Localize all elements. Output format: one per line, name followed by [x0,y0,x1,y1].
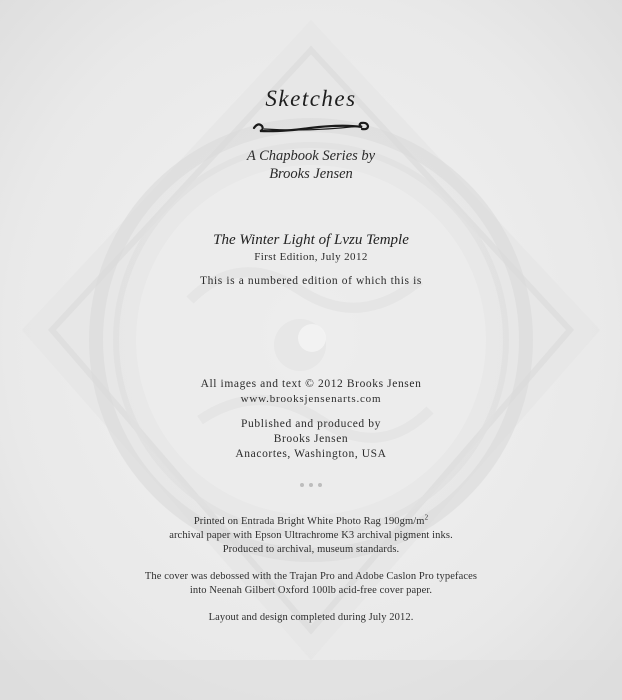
ornament-icon [297,481,325,489]
publisher-line-1: Published and produced by [241,418,381,430]
colophon-cover-line-2: into Neenah Gilbert Oxford 100lb acid-free cover paper. [189,585,433,596]
colophon-standards-line: Produced to archival, museum standards. [222,544,400,555]
edition-info: First Edition, July 2012 [254,251,368,263]
colophon-layout-line: Layout and design completed during July 2012. [208,612,414,623]
publisher-name: Brooks Jensen [273,433,349,445]
work-title: The Winter Light of Lvzu Temple [213,232,409,248]
copyright-notice: All images and text © 2012 Brooks Jensen [200,378,422,390]
swash-divider-icon [250,118,372,138]
colophon-paper-line [0,513,622,527]
website-text: www.brooksjensenarts.com [240,393,382,405]
colophon-paper-text: Printed on Entrada Bright White Photo Rag 190gm/m [193,516,425,527]
page-title: Sketches [265,86,357,111]
series-author: Brooks Jensen [269,166,353,182]
colophon-cover-line-1: The cover was debossed with the Trajan Pro and Adobe Caslon Pro typefaces [144,571,478,582]
superscript: 2 [424,513,429,522]
colophon-ink-line: archival paper with Epson Ultrachrome K3 archival pigment inks. [169,530,453,541]
numbered-edition-note: This is a numbered edition of which this is [200,275,422,287]
series-subtitle-line-1: A Chapbook Series by [246,148,376,164]
publisher-location: Anacortes, Washington, USA [235,448,387,460]
